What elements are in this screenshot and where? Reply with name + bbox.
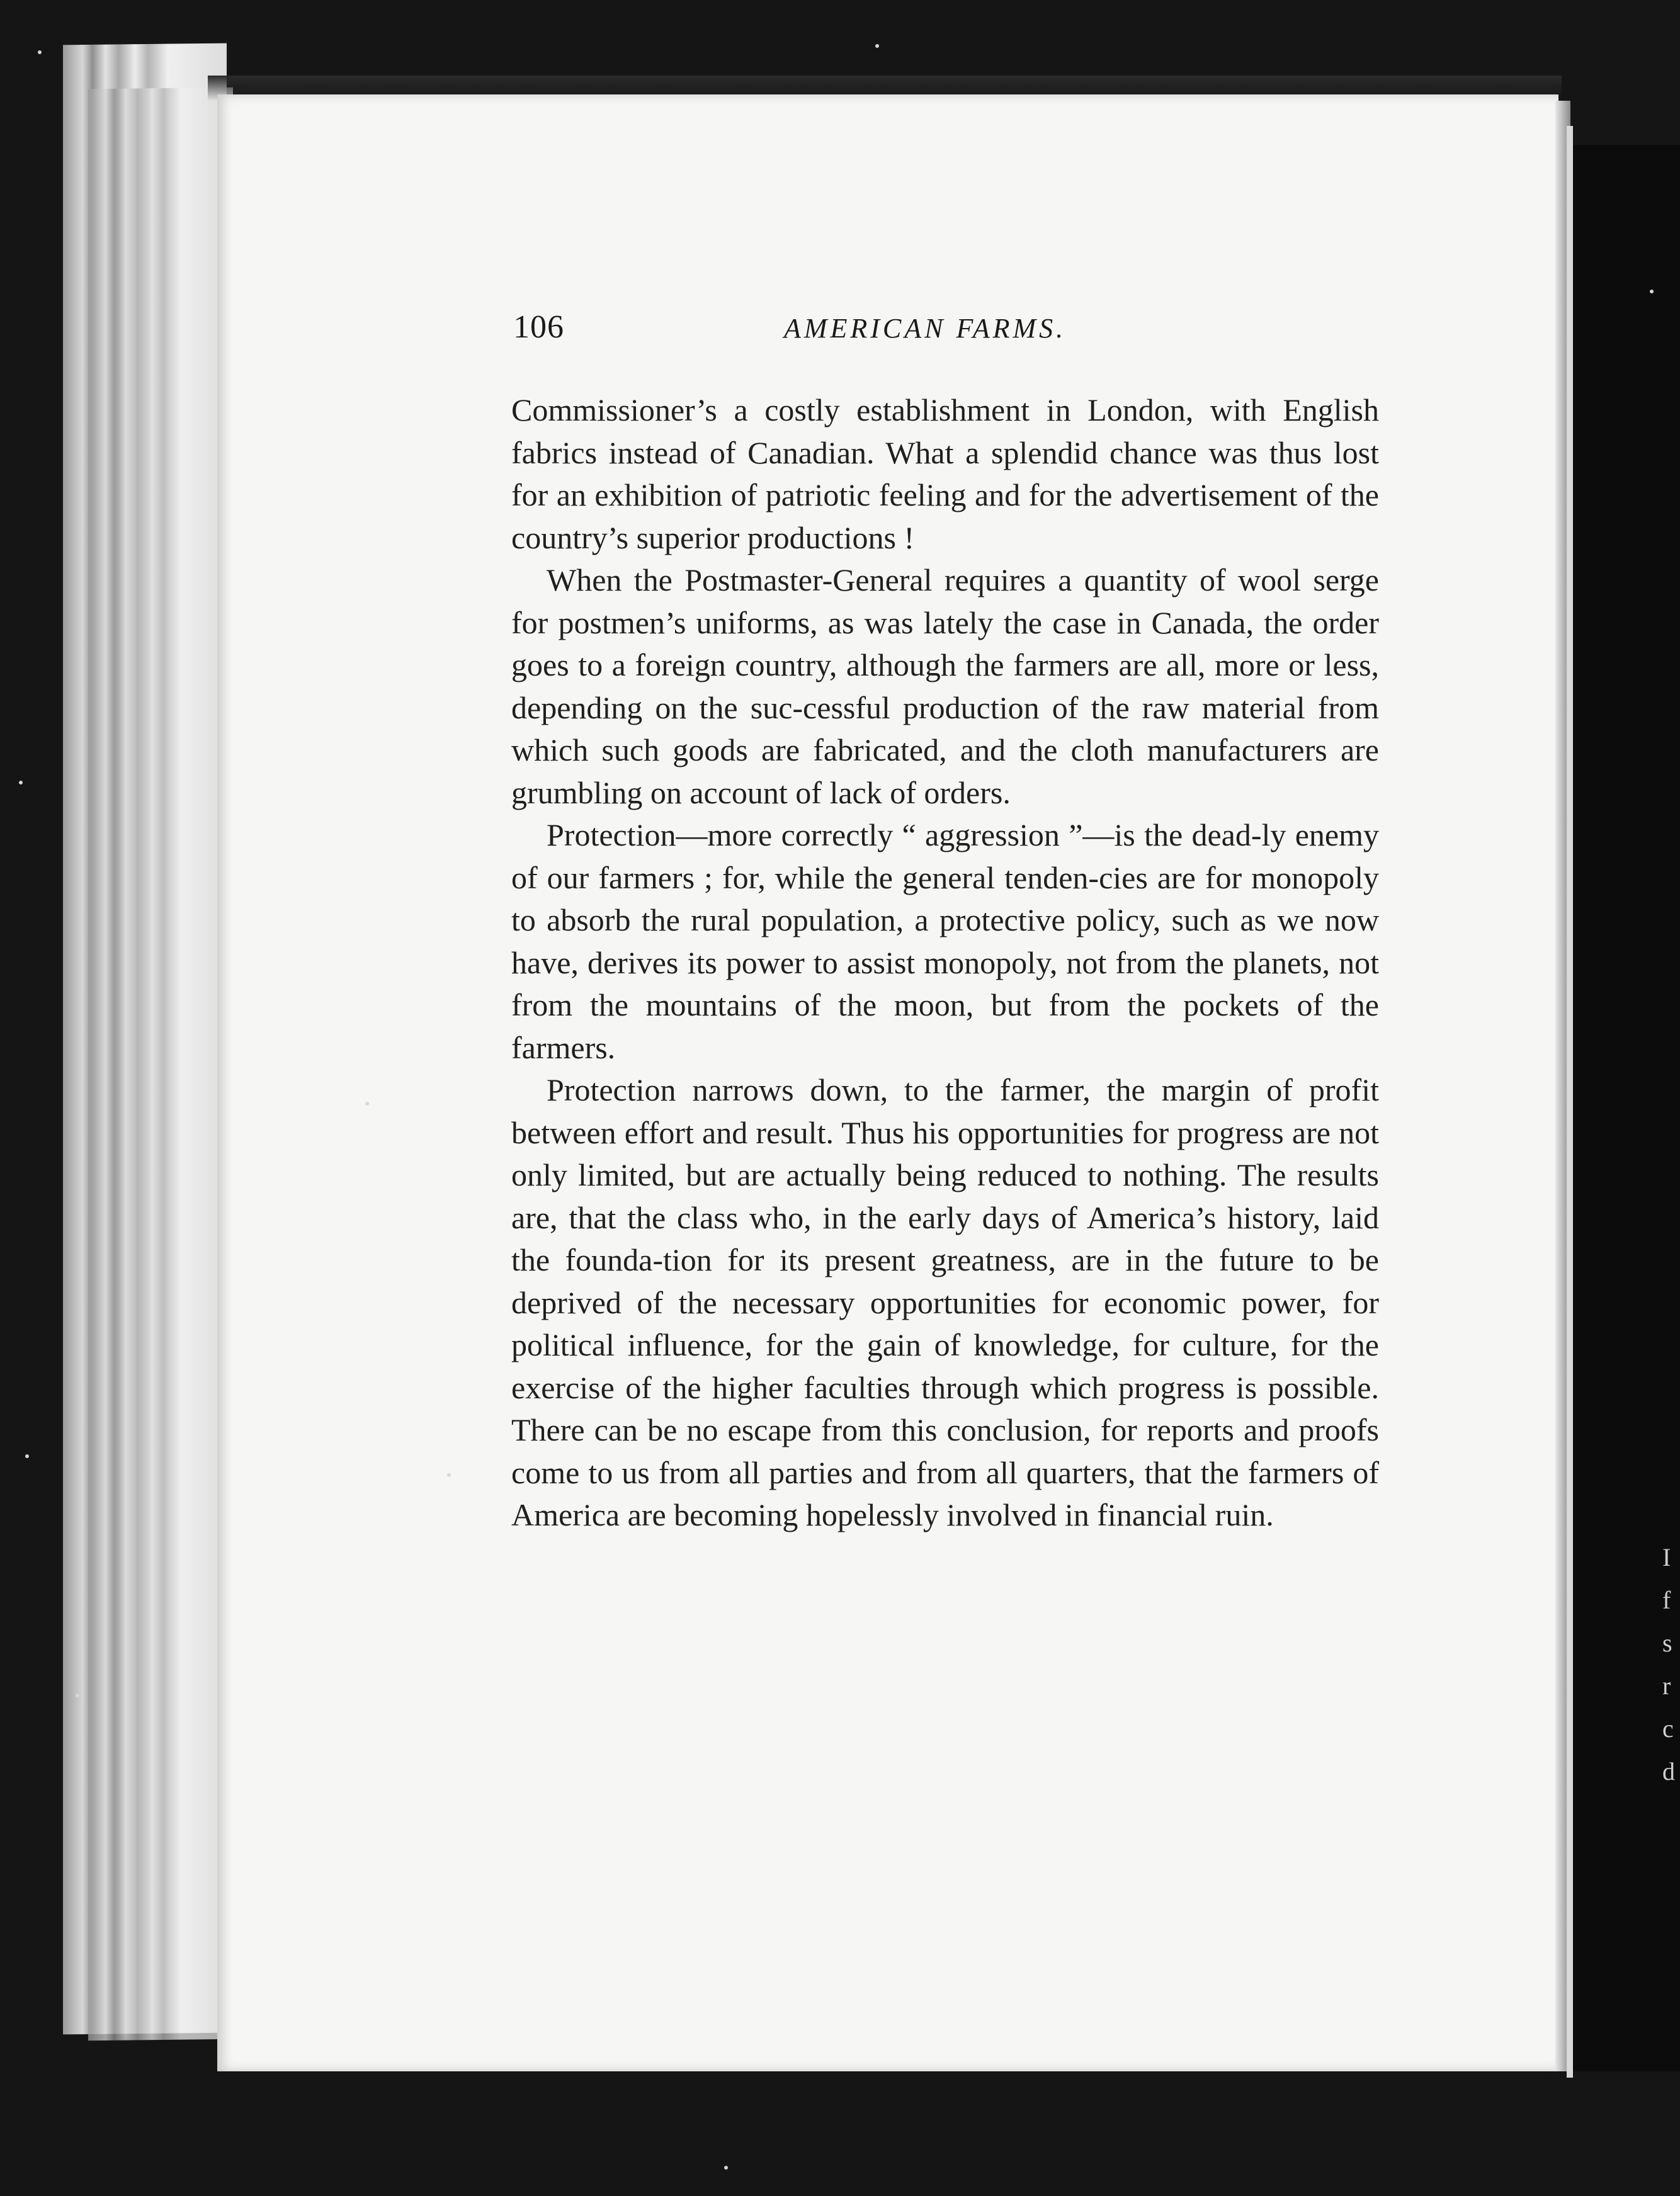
running-head — [513, 308, 1382, 353]
paragraph: Commissioner’s a costly establishment in London, with English fabrics instead of Canadian. What a splendid chance was thus lost for an exhibition of patriotic feeling and for the advertisement of the country’s superior productions ! — [511, 392, 1379, 555]
dust-speck — [25, 1454, 29, 1458]
paragraph: When the Postmaster-General requires a quantity of wool serge for postmen’s uniforms, as was lately the case in Canada, the order goes to a foreign country, although the farmers are all, more or less, depending on the suc-cessful production of the raw material from which such goods are fabricated, and the cloth manufacturers are grumbling on account of lack of orders. — [511, 562, 1379, 810]
facing-letter: f — [1662, 1586, 1671, 1614]
facing-letter: I — [1662, 1543, 1671, 1571]
facing-letter: c — [1662, 1714, 1674, 1743]
facing-page-edge — [1567, 126, 1573, 2078]
dust-speck — [365, 1102, 369, 1106]
paragraph: Protection narrows down, to the farmer, the margin of profit between effort and result. Thus his opportunities for progress are not only limited, but are actually being reduced to nothing. The results are, that the class who, in the early days of America’s history, laid the founda-tion for its present greatness, are in the future to be deprived of the necessary opportunities for economic power, for political influence, for the gain of knowledge, for culture, for the exercise of the higher faculties through which progress is possible. There can be no escape from this conclusion, for reports and proofs come to us from all parties and from all quarters, that the farmers of America are becoming hopelessly involved in financial ruin. — [511, 1072, 1379, 1532]
paragraph: Protection—more correctly “ aggression ”—is the dead-ly enemy of our farmers ; for, while the general tenden-cies are for monopoly to absorb the rural population, a protective policy, such as we now have, derives its power to assist monopoly, not from the planets, not from the mountains of the moon, but from the pockets of the farmers. — [511, 817, 1379, 1065]
dust-speck — [19, 781, 23, 784]
facing-letter: r — [1662, 1672, 1671, 1700]
dust-speck — [76, 1694, 79, 1697]
dust-speck — [38, 50, 42, 54]
page-number: 106 — [513, 309, 564, 345]
facing-page-letters — [1662, 1536, 1680, 1793]
facing-letter: d — [1662, 1757, 1675, 1786]
dust-speck — [447, 1473, 451, 1477]
running-title: AMERICAN FARMS. — [784, 313, 1067, 344]
book-page-edges-inner — [88, 88, 233, 2040]
dust-speck — [1650, 290, 1654, 293]
dust-speck — [724, 2166, 728, 2170]
facing-letter: s — [1662, 1629, 1672, 1657]
body-text — [511, 389, 1379, 1537]
dust-speck — [875, 44, 879, 48]
